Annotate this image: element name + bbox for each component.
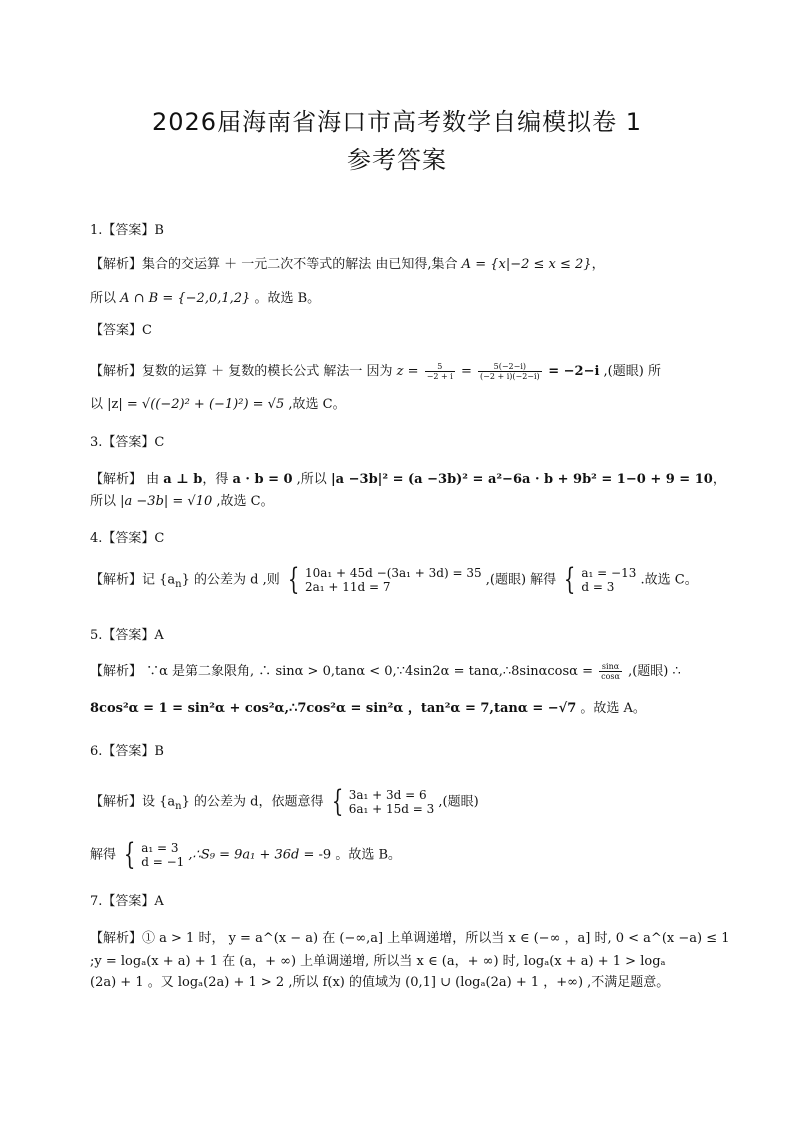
q1-explanation-line1: 【解析】集合的交运算 ＋ 一元二次不等式的解法 由已知得,集合 A = {x|−2 ≤ x ≤ 2}， [90, 257, 605, 272]
q2-fraction-2: $\frac{5(-2-i)}{(-2 + i)(-2-i)}$ [480, 362, 540, 381]
q6-system-1: 3a₁ + 3d = 6 6a₁ + 15d = 3 [348, 788, 435, 816]
q6-explanation-line2: 解得 { a₁ = 3 d = −1 ,∴S₉ = 9a₁ + 36d = -9 。故选 B。 [90, 837, 402, 872]
q4-system-2: a₁ = −13 d = 3 [581, 566, 637, 594]
q7-explanation-line1: 【解析】① a > 1 时， y = a^(x − a) 在 (−∞,a] 上单调递增，所以当 x ∈ (−∞ ，a] 时, 0 < a^(x −a) ≤ 1 [90, 931, 730, 946]
q6-system-2: a₁ = 3 d = −1 [141, 841, 185, 869]
q2-explanation-line1: 【解析】复数的运算 ＋ 复数的模长公式 解法一 因为 z = $\frac{5}{-2 + i}$ = $\frac{5(-2-i)}{(-2 + i)(-2-i)}$ = −2−i ,(题眼) 所 [90, 362, 661, 381]
q3-explanation-line2: 所以 |a −3b| = √10 ,故选 C。 [90, 494, 274, 509]
q3-explanation-line1: 【解析】 由 a ⊥ b，得 a · b = 0 ,所以 |a −3b|² = (a −3b)² = a²−6a · b + 9b² = 1−0 + 9 = 10， [90, 472, 726, 487]
q2-answer: 【答案】C [90, 323, 152, 338]
document-subtitle: 参考答案 [347, 146, 447, 174]
q7-answer: 7.【答案】A [90, 894, 164, 909]
q4-answer: 4.【答案】C [90, 531, 165, 546]
q6-explanation-line1: 【解析】设 $\{a_n\}$ 的公差为 d，依题意得 { 3a₁ + 3d = 6 6a₁ + 15d = 3 ,(题眼) [90, 784, 479, 819]
q7-explanation-line3: (2a) + 1 。又 logₐ(2a) + 1 > 2 ,所以 f(x) 的值域为 (0,1] ∪ (logₐ(2a) + 1 ，+∞) ,不满足题意。 [90, 975, 670, 990]
q6-answer: 6.【答案】B [90, 744, 164, 759]
q7-explanation-line2: ;y = logₐ(x + a) + 1 在 (a，+ ∞) 上单调递增, 所以当 x ∈ (a，+ ∞) 时, logₐ(x + a) + 1 > logₐ [90, 954, 666, 969]
q2-explanation-line2: 以 |z| = √((−2)² + (−1)²) = √5 ,故选 C。 [90, 397, 346, 412]
q5-explanation-line1: 【解析】 ∵α 是第二象限角, ∴ sinα > 0,tanα < 0,∵4sin2α = tanα,∴8sinαcosα = $\frac{\sin\alpha}{\cos\alpha}$ ,(题眼) ∴ [90, 662, 681, 681]
q1-explanation-line2: 所以 A ∩ B = {−2,0,1,2} 。故选 B。 [90, 291, 321, 306]
q5-explanation-line2: 8cos²α = 1 = sin²α + cos²α,∴7cos²α = sin²α ，tan²α = 7,tanα = −√7 。故选 A。 [90, 701, 646, 716]
document-title: 2026届海南省海口市高考数学自编模拟卷 1 [152, 108, 642, 136]
q4-explanation: 【解析】记 $\{a_n\}$ 的公差为 d ,则 { 10a₁ + 45d −(3a₁ + 3d) = 35 2a₁ + 11d = 7 ,(题眼) 解得 { a₁ = −13 d = 3 .故选 C。 [90, 562, 698, 597]
q4-system-1: 10a₁ + 45d −(3a₁ + 3d) = 35 2a₁ + 11d = 7 [304, 566, 482, 594]
q5-answer: 5.【答案】A [90, 628, 164, 643]
q1-answer: 1.【答案】B [90, 223, 164, 238]
q5-fraction: $\frac{\sin\alpha}{\cos\alpha}$ [601, 662, 620, 681]
q2-fraction-1: $\frac{5}{-2 + i}$ [426, 362, 453, 381]
q3-answer: 3.【答案】C [90, 435, 165, 450]
